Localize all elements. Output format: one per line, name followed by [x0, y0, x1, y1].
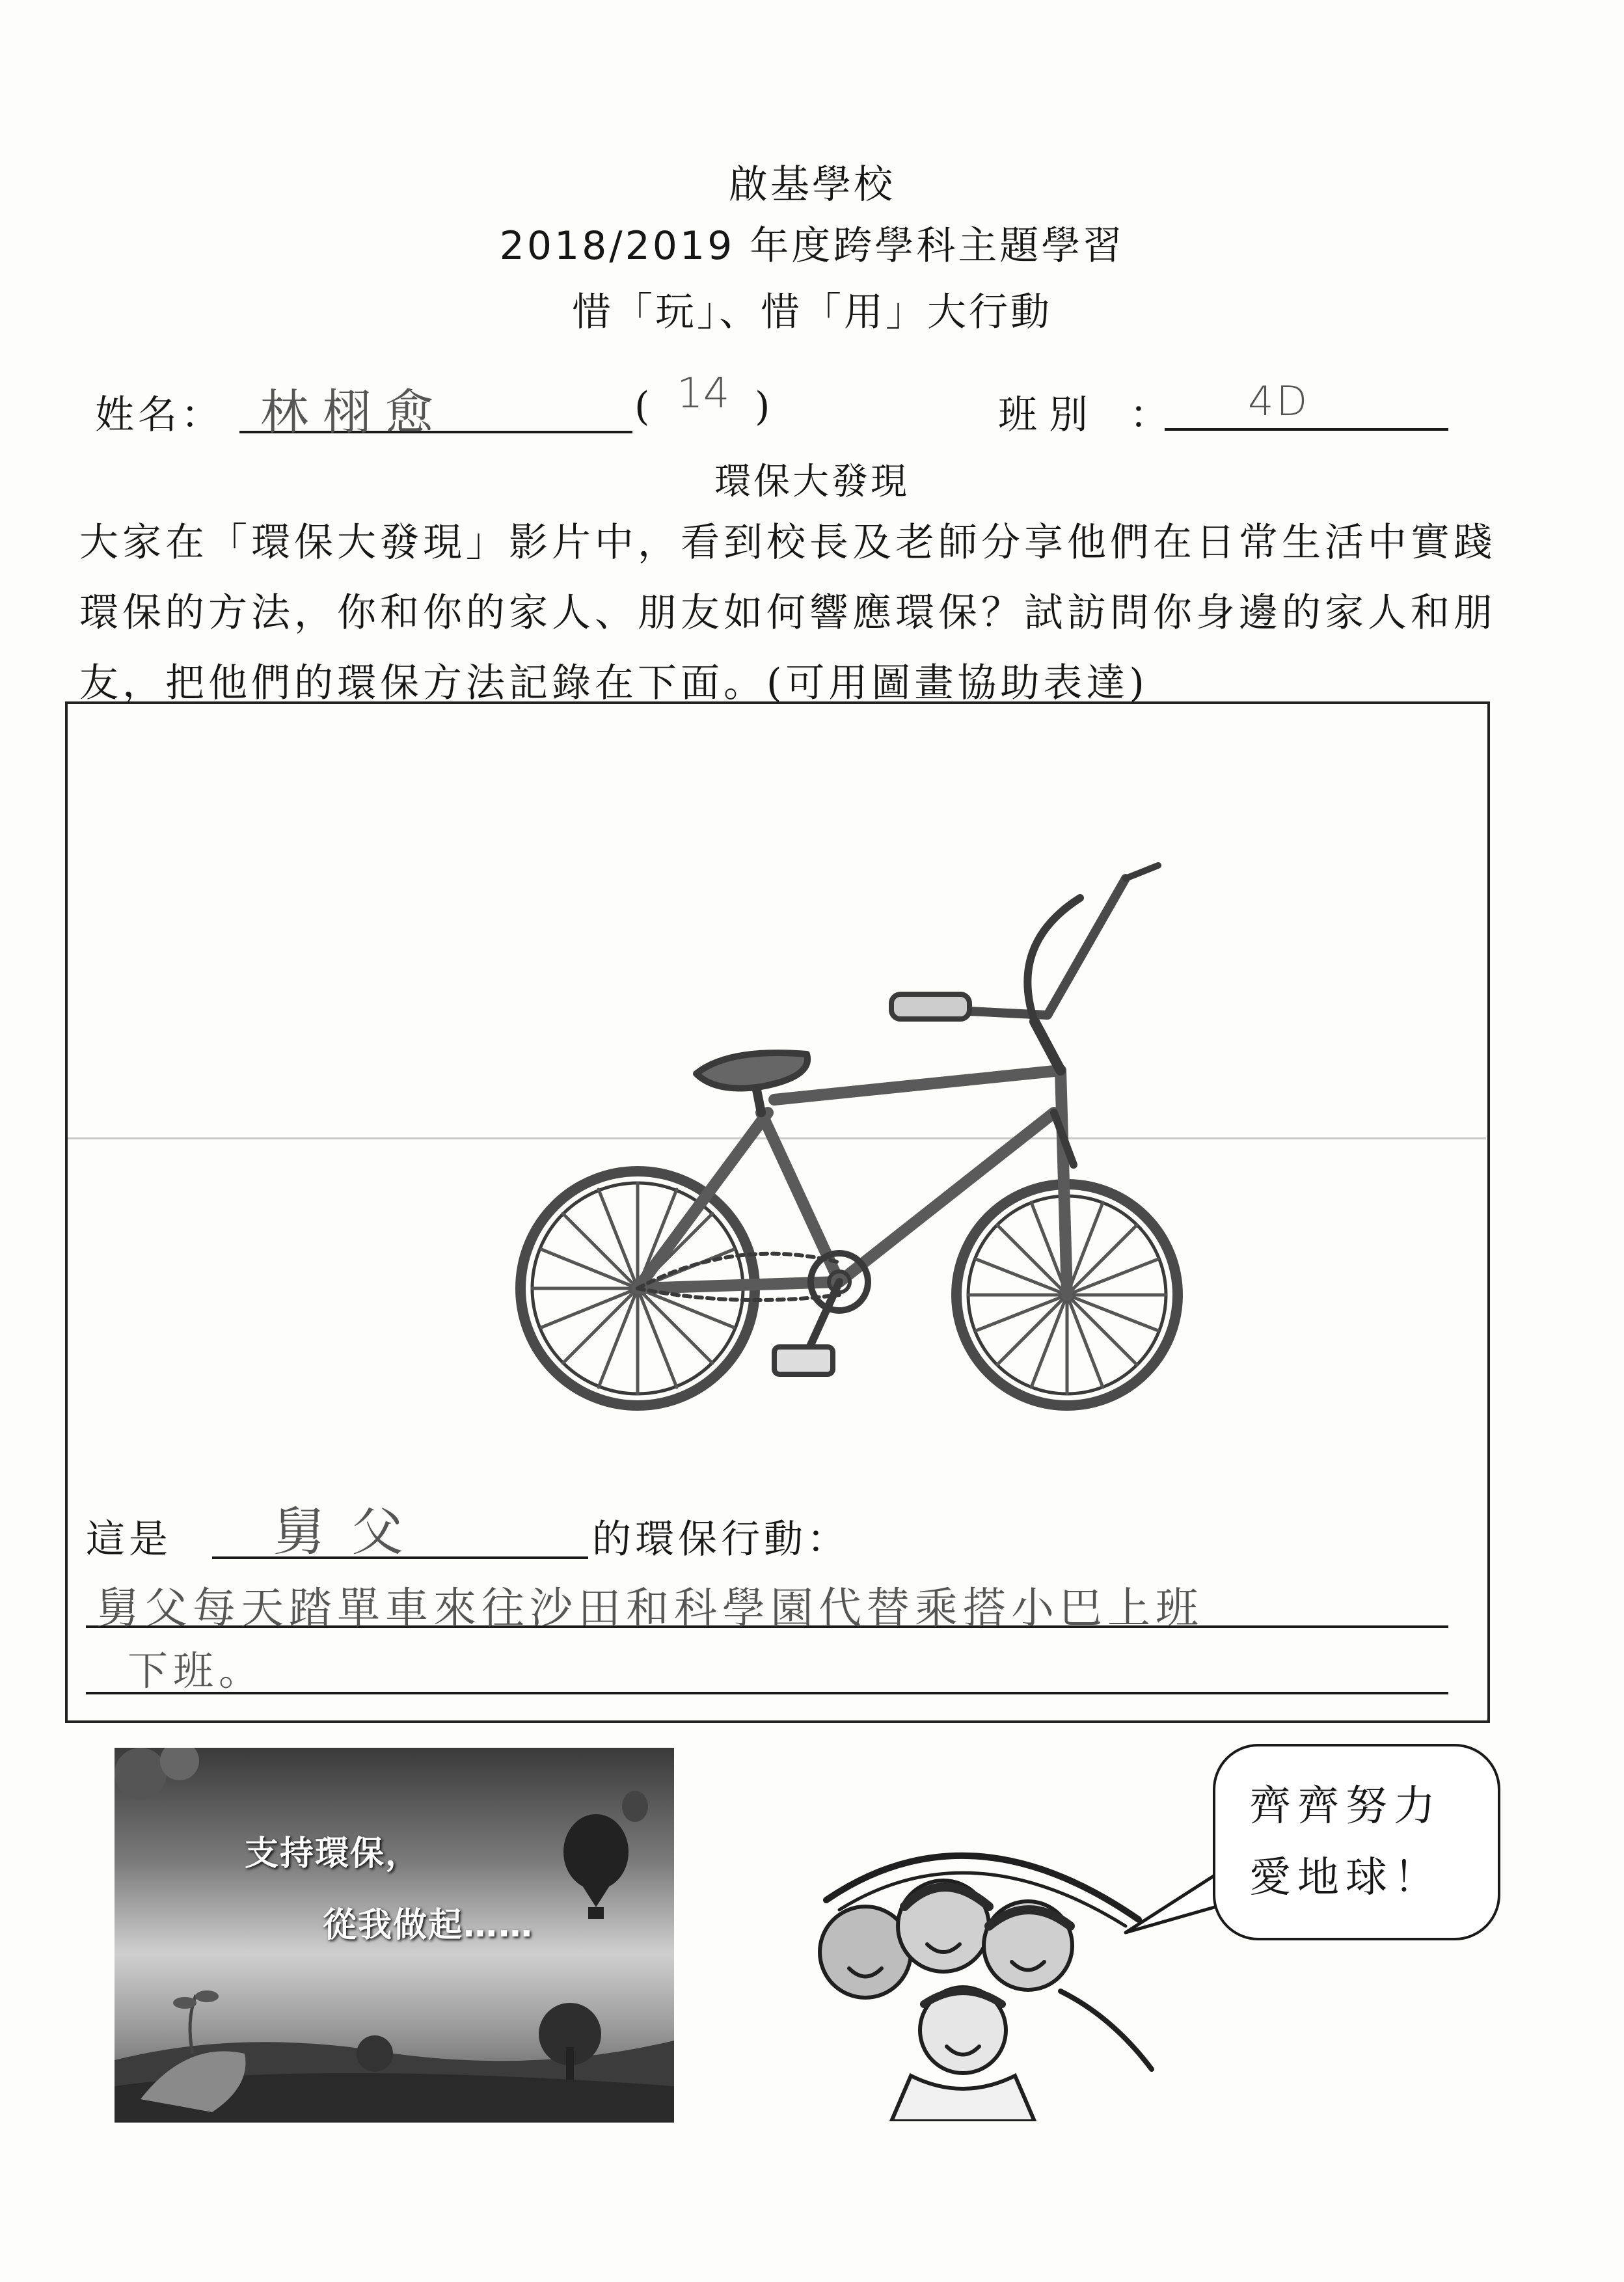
record-prefix: 這是	[86, 1517, 172, 1562]
class-underline	[1165, 428, 1448, 431]
campaign-title: 惜「玩」、惜「用」大行動	[572, 290, 1052, 335]
answer-text-2[interactable]: 下班。	[128, 1647, 265, 1694]
class-colon: ：	[1130, 392, 1169, 438]
class-field[interactable]: 4D	[1248, 377, 1310, 425]
bubble-line-2: 愛地球！	[1249, 1854, 1442, 1902]
speech-bubble-tail-icon	[1119, 1861, 1223, 1952]
name-label: 姓名：	[95, 392, 224, 438]
instruction-line: 環保的方法，你和你的家人、朋友如何響應環保？試訪問你身邊的家人和朋	[79, 590, 1496, 636]
family-illustration-icon	[774, 1796, 1178, 2121]
name-field[interactable]: 林栩愈	[260, 385, 448, 441]
speech-bubble	[1213, 1744, 1500, 1940]
school-name: 啟基學校	[729, 162, 895, 208]
answer-text-1[interactable]: 舅父每天踏單車來往沙田和科學園代替乘搭小巴上班	[96, 1583, 1204, 1633]
class-number-field[interactable]: 14	[677, 370, 730, 418]
instruction-line: 大家在「環保大發現」影片中，看到校長及老師分享他們在日常生活中實踐	[79, 520, 1496, 565]
instructions	[79, 508, 1550, 718]
class-label: 班別	[998, 392, 1100, 438]
number-open-paren: (	[634, 384, 650, 429]
bicycle-drawing-icon	[501, 839, 1236, 1464]
bubble-line-1: 齊齊努力	[1249, 1782, 1442, 1830]
eco-poster	[115, 1748, 674, 2123]
number-close-paren: )	[755, 384, 770, 429]
record-suffix: 的環保行動：	[592, 1517, 850, 1562]
instruction-line: 友，把他們的環保方法記錄在下面。(可用圖畫協助表達)	[79, 660, 1148, 706]
answer-line-2	[86, 1692, 1448, 1694]
year-title: 2018/2019 年度跨學科主題學習	[499, 223, 1125, 269]
poster-text-1: 支持環保，	[245, 1834, 421, 1873]
person-field[interactable]: 舅父	[273, 1502, 429, 1562]
section-title: 環保大發現	[714, 461, 910, 503]
poster-text-2: 從我做起……	[323, 1906, 534, 1945]
